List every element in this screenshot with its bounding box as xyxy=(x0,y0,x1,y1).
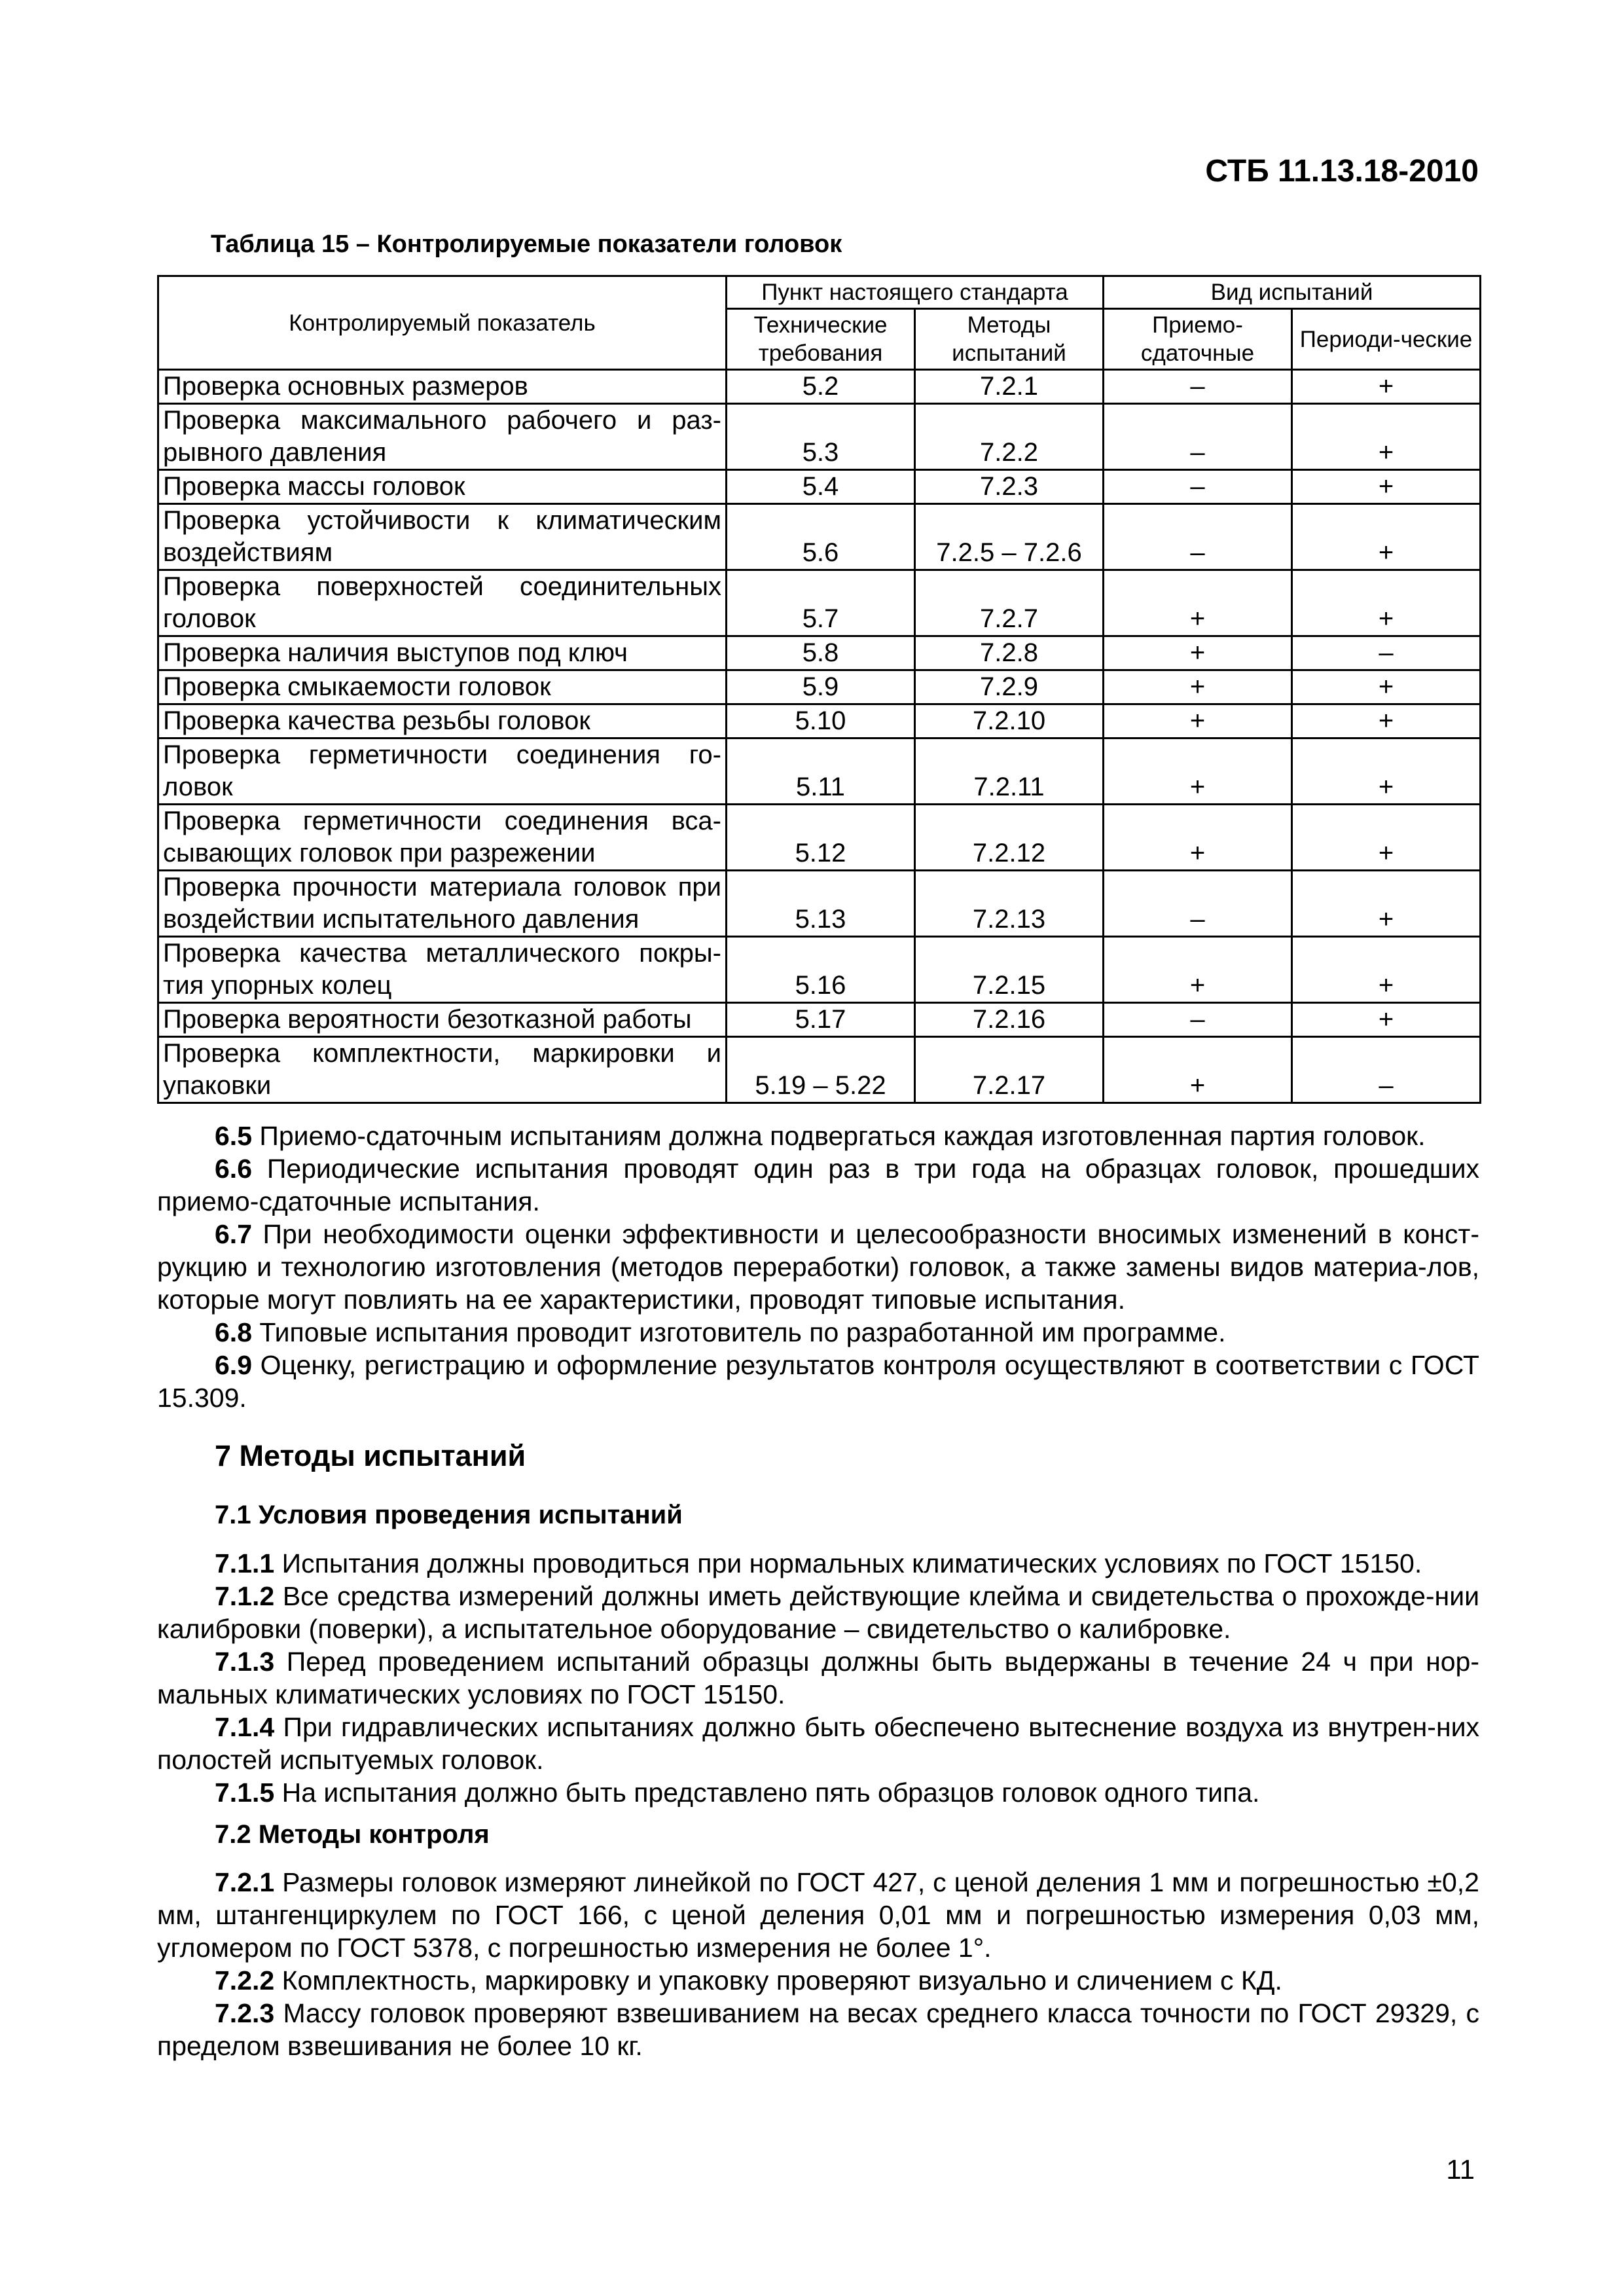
row-indicator: Проверка качества металлического покры-тия упорных колец xyxy=(158,937,727,1003)
row-test-method: 7.2.13 xyxy=(915,871,1104,937)
row-indicator: Проверка прочности материала головок при воздействии испытательного давления xyxy=(158,871,727,937)
table-row xyxy=(158,670,1481,704)
table-row xyxy=(158,370,1481,404)
paragraph-text: Массу головок проверяют взвешиванием на весах среднего класса точности по ГОСТ 29329, с пределом взвешивания не более 10 кг. xyxy=(157,1998,1479,2061)
table-row xyxy=(158,704,1481,738)
table-row xyxy=(158,1037,1481,1103)
row-tech-requirement: 5.3 xyxy=(727,404,915,470)
table-caption: Таблица 15 – Контролируемые показатели головок xyxy=(211,230,842,258)
row-periodic: + xyxy=(1292,370,1481,404)
paragraph-number: 7.1.3 xyxy=(215,1647,275,1677)
table-row xyxy=(158,404,1481,470)
paragraph-number: 7.1.5 xyxy=(215,1777,275,1808)
paragraph-number: 6.6 xyxy=(215,1154,252,1184)
table-row xyxy=(158,570,1481,636)
row-test-method: 7.2.3 xyxy=(915,470,1104,504)
section-7-title: 7 Методы испытаний xyxy=(215,1439,526,1472)
paragraph-number: 7.2.1 xyxy=(215,1867,275,1897)
row-acceptance: + xyxy=(1104,570,1292,636)
header-indicator: Контролируемый показатель xyxy=(158,276,727,370)
paragraph xyxy=(157,1645,1479,1711)
paragraph-text: Оценку, регистрацию и оформление результатов контроля осуществляют в соответствии с ГОСТ 15.309. xyxy=(157,1350,1479,1413)
row-test-method: 7.2.1 xyxy=(915,370,1104,404)
table-row xyxy=(158,504,1481,570)
header-test-methods: Методы испытаний xyxy=(915,309,1104,370)
row-acceptance: + xyxy=(1104,805,1292,871)
paragraph xyxy=(157,1711,1479,1776)
row-tech-requirement: 5.10 xyxy=(727,704,915,738)
row-test-method: 7.2.2 xyxy=(915,404,1104,470)
table-row xyxy=(158,937,1481,1003)
row-periodic: + xyxy=(1292,1003,1481,1037)
row-test-method: 7.2.9 xyxy=(915,670,1104,704)
row-periodic: + xyxy=(1292,704,1481,738)
row-test-method: 7.2.17 xyxy=(915,1037,1104,1103)
paragraph-text: Комплектность, маркировку и упаковку проверяют визуально и сличением с КД. xyxy=(281,1965,1282,1995)
header-standard-clause: Пункт настоящего стандарта xyxy=(727,276,1104,309)
paragraph-number: 7.1.2 xyxy=(215,1581,275,1611)
row-periodic: + xyxy=(1292,470,1481,504)
row-acceptance: – xyxy=(1104,370,1292,404)
paragraph-number: 6.5 xyxy=(215,1121,252,1151)
row-acceptance: + xyxy=(1104,738,1292,805)
row-tech-requirement: 5.13 xyxy=(727,871,915,937)
paragraph xyxy=(157,1547,1479,1580)
header-acceptance: Приемо-сдаточные xyxy=(1104,309,1292,370)
row-acceptance: – xyxy=(1104,1003,1292,1037)
row-test-method: 7.2.11 xyxy=(915,738,1104,805)
row-indicator: Проверка поверхностей соединительных головок xyxy=(158,570,727,636)
row-indicator: Проверка наличия выступов под ключ xyxy=(158,636,727,670)
row-tech-requirement: 5.8 xyxy=(727,636,915,670)
section-7-2-title: 7.2 Методы контроля xyxy=(215,1820,490,1849)
paragraph-number: 7.1.1 xyxy=(215,1548,275,1578)
section-7-1-title: 7.1 Условия проведения испытаний xyxy=(215,1501,683,1529)
paragraph-text: При необходимости оценки эффективности и целесообразности вносимых изменений в конст-рукцию и технологию изготовления (методов переработки) головок, а также замены видов материа-лов, которые могут повлиять на ее характеристики, проводят типовые испытания. xyxy=(157,1219,1479,1315)
row-indicator: Проверка максимального рабочего и раз-рывного давления xyxy=(158,404,727,470)
paragraph-text: Перед проведением испытаний образцы должны быть выдержаны в течение 24 ч при нор-мальных климатических условиях по ГОСТ 15150. xyxy=(157,1647,1479,1709)
paragraph xyxy=(157,1316,1479,1349)
row-acceptance: + xyxy=(1104,1037,1292,1103)
row-tech-requirement: 5.4 xyxy=(727,470,915,504)
paragraph xyxy=(157,1997,1479,2062)
paragraph-text: Испытания должны проводиться при нормальных климатических условиях по ГОСТ 15150. xyxy=(281,1548,1422,1578)
paragraph xyxy=(157,1866,1479,1964)
row-test-method: 7.2.8 xyxy=(915,636,1104,670)
document-code: СТБ 11.13.18-2010 xyxy=(1205,154,1479,189)
row-acceptance: + xyxy=(1104,636,1292,670)
row-test-method: 7.2.15 xyxy=(915,937,1104,1003)
row-periodic: + xyxy=(1292,404,1481,470)
row-acceptance: + xyxy=(1104,670,1292,704)
row-indicator: Проверка качества резьбы головок xyxy=(158,704,727,738)
row-tech-requirement: 5.6 xyxy=(727,504,915,570)
row-tech-requirement: 5.11 xyxy=(727,738,915,805)
paragraph xyxy=(157,1349,1479,1414)
row-tech-requirement: 5.16 xyxy=(727,937,915,1003)
paragraph-number: 7.1.4 xyxy=(215,1712,275,1742)
row-test-method: 7.2.16 xyxy=(915,1003,1104,1037)
paragraph-text: Приемо-сдаточным испытаниям должна подвергаться каждая изготовленная партия головок. xyxy=(259,1121,1426,1151)
row-indicator: Проверка смыкаемости головок xyxy=(158,670,727,704)
paragraph xyxy=(157,1120,1479,1152)
row-periodic: + xyxy=(1292,937,1481,1003)
row-indicator: Проверка герметичности соединения го-ловок xyxy=(158,738,727,805)
page-number: 11 xyxy=(1446,2154,1475,2185)
section-6-paragraphs xyxy=(157,1120,1479,1414)
paragraph-number: 7.2.2 xyxy=(215,1965,275,1995)
row-periodic: + xyxy=(1292,570,1481,636)
row-test-method: 7.2.10 xyxy=(915,704,1104,738)
indicators-table xyxy=(157,275,1481,1104)
paragraph-number: 6.9 xyxy=(215,1350,252,1380)
row-tech-requirement: 5.19 – 5.22 xyxy=(727,1037,915,1103)
row-periodic: + xyxy=(1292,871,1481,937)
row-periodic: – xyxy=(1292,1037,1481,1103)
table-row xyxy=(158,738,1481,805)
row-test-method: 7.2.5 – 7.2.6 xyxy=(915,504,1104,570)
paragraph xyxy=(157,1580,1479,1645)
row-periodic: – xyxy=(1292,636,1481,670)
paragraph xyxy=(157,1218,1479,1316)
row-test-method: 7.2.7 xyxy=(915,570,1104,636)
row-tech-requirement: 5.12 xyxy=(727,805,915,871)
paragraph-text: Все средства измерений должны иметь действующие клейма и свидетельства о прохожде-нии калибровки (поверки), а испытательное оборудование – свидетельство о калибровке. xyxy=(157,1581,1479,1644)
row-acceptance: – xyxy=(1104,871,1292,937)
row-acceptance: – xyxy=(1104,404,1292,470)
row-indicator: Проверка вероятности безотказной работы xyxy=(158,1003,727,1037)
row-acceptance: + xyxy=(1104,937,1292,1003)
paragraph-text: Типовые испытания проводит изготовитель по разработанной им программе. xyxy=(259,1317,1226,1347)
paragraph-number: 6.7 xyxy=(215,1219,252,1249)
header-test-type: Вид испытаний xyxy=(1104,276,1481,309)
row-indicator: Проверка основных размеров xyxy=(158,370,727,404)
row-indicator: Проверка устойчивости к климатическим воздействиям xyxy=(158,504,727,570)
table-row xyxy=(158,470,1481,504)
paragraph xyxy=(157,1152,1479,1218)
row-tech-requirement: 5.7 xyxy=(727,570,915,636)
row-acceptance: + xyxy=(1104,704,1292,738)
row-tech-requirement: 5.9 xyxy=(727,670,915,704)
paragraph-number: 7.2.3 xyxy=(215,1998,275,2028)
table-row xyxy=(158,1003,1481,1037)
row-periodic: + xyxy=(1292,738,1481,805)
row-tech-requirement: 5.2 xyxy=(727,370,915,404)
row-periodic: + xyxy=(1292,504,1481,570)
table-row xyxy=(158,636,1481,670)
paragraph-number: 6.8 xyxy=(215,1317,252,1347)
section-7-2-paragraphs xyxy=(157,1866,1479,2062)
paragraph-text: Размеры головок измеряют линейкой по ГОСТ 427, с ценой деления 1 мм и погрешностью ±0,2 мм, штангенциркулем по ГОСТ 166, с ценой деления 0,01 мм и погрешностью измерения 0,03 мм, угломером по ГОСТ 5378, с погрешностью измерения не более 1°. xyxy=(157,1867,1479,1963)
row-tech-requirement: 5.17 xyxy=(727,1003,915,1037)
paragraph xyxy=(157,1964,1479,1997)
paragraph-text: При гидравлических испытаниях должно быть обеспечено вытеснение воздуха из внутрен-них полостей испытуемых головок. xyxy=(157,1712,1479,1775)
row-periodic: + xyxy=(1292,805,1481,871)
paragraph-text: На испытания должно быть представлено пять образцов головок одного типа. xyxy=(281,1777,1260,1808)
row-test-method: 7.2.12 xyxy=(915,805,1104,871)
row-indicator: Проверка герметичности соединения вса-сывающих головок при разрежении xyxy=(158,805,727,871)
table-row xyxy=(158,871,1481,937)
paragraph-text: Периодические испытания проводят один раз в три года на образцах головок, прошедших приемо-сдаточные испытания. xyxy=(157,1154,1479,1216)
header-tech-requirements: Технические требования xyxy=(727,309,915,370)
paragraph xyxy=(157,1776,1479,1809)
header-periodic: Периоди-ческие xyxy=(1292,309,1481,370)
row-acceptance: – xyxy=(1104,470,1292,504)
section-7-1-paragraphs xyxy=(157,1547,1479,1809)
row-indicator: Проверка массы головок xyxy=(158,470,727,504)
table-row xyxy=(158,805,1481,871)
row-periodic: + xyxy=(1292,670,1481,704)
row-indicator: Проверка комплектности, маркировки и упаковки xyxy=(158,1037,727,1103)
row-acceptance: – xyxy=(1104,504,1292,570)
